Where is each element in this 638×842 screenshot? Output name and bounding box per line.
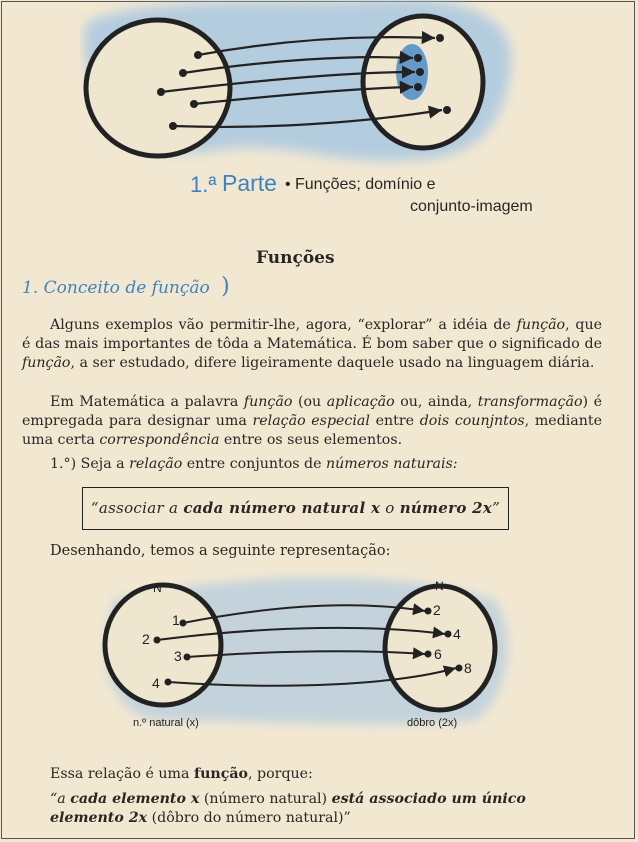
item-1-text-1: Seja a [76,456,130,472]
quote-open: “a [50,791,71,807]
conclusion-term-funcao: função [193,766,249,782]
p2-term-aplicacao: aplicação [326,394,395,410]
image-label-8: 8 [464,660,472,676]
p2-term-conjuntos: dois counjntos [419,413,525,429]
image-caption: dôbro (2x) [407,717,458,729]
p1-text-2: , que é das mais importantes de tôda a Matemática. É bom saber que o significado de [22,317,602,352]
p2-text-7: entre os seus elementos. [219,432,403,448]
domain-label-4: 4 [152,675,160,691]
section-title: Funções [256,248,335,268]
p2-text-5: entre [369,413,420,429]
paragraph-1 [22,316,602,373]
p2-term-transformacao: transformação [477,394,583,410]
quote-bold-1: cada elemento x [70,791,200,807]
domain-label-1: 1 [172,612,180,628]
image-dot-8 [456,665,463,672]
subsection-number: 1. [22,278,39,298]
item-1-number: 1.°) [50,456,77,472]
item-1 [50,456,458,472]
image-set-label: N [435,579,444,593]
drawing-intro: Desenhando, temos a seguinte representação: [50,543,391,559]
part-bullet: • [285,176,291,193]
part-word: Parte [222,170,277,196]
p2-term-correspondencia: correspondência [99,432,220,448]
conclusion-text-1: Essa relação é uma [50,766,194,782]
item-1-term-relacao: relação [129,456,183,472]
box-text-mid: o [380,499,400,517]
paragraph-2 [22,393,602,450]
p1-text-3: , a ser estudado, difere ligeiramente daquele usado na linguagem diária. [70,355,595,371]
image-dot-2 [425,608,432,615]
image-label-2: 2 [433,602,441,618]
mapping-diagram [95,570,515,740]
part-number: 1.ª [190,172,217,197]
quote-bold-2: está associado um único [331,791,526,807]
box-bold-1: cada número natural x [183,499,381,517]
quote-bold-3: elemento 2x [50,810,148,826]
p2-text-2: (ou [292,394,327,410]
quote-text-1: (número natural) [199,791,332,807]
image-dot-4 [445,631,452,638]
conclusion-line [50,766,313,782]
domain-caption: n.º natural (x) [133,717,199,729]
conclusion-text-2: , porque: [248,766,313,782]
domain-label-2: 2 [142,631,150,647]
rule-box [82,487,509,530]
p2-text-3: ou, ainda, [394,394,478,410]
part-topic-line2: conjunto-imagem [410,198,533,215]
p2-text-1: Em Matemática a palavra [50,394,244,410]
p2-term-relacao: relação especial [252,413,370,429]
quote-text-2: (dôbro do número natural)” [147,810,351,826]
paren-mark: ) [221,274,230,299]
box-text-open: “associar a [90,499,184,517]
box-bold-2: número 2x [399,499,493,517]
p2-text-6: , mediante uma certa [22,413,603,448]
part-topic-line1: Funções; domínio e [295,176,436,193]
subsection-title [22,274,230,299]
domain-set [105,585,221,705]
header-left-set [86,20,230,156]
image-label-4: 4 [453,626,461,642]
header-illustration [80,0,520,170]
conclusion-quote [50,790,570,828]
p1-term-funcao: função [516,317,566,333]
domain-set-label: N [153,581,162,595]
p1-term-funcao-2: função [22,355,71,371]
subsection-text: Conceito de função [43,278,210,298]
image-label-6: 6 [434,646,442,662]
item-1-term-naturais: números naturais: [326,456,458,472]
p2-term-funcao: função [243,394,293,410]
item-1-text-2: entre conjuntos de [182,456,327,472]
image-dot-6 [425,651,432,658]
p2-text-4: ) é empregada para designar uma [22,394,602,429]
p1-text-1: Alguns exemplos vão permitir-lhe, agora, “explorar” a idéia de [50,317,517,333]
domain-label-3: 3 [174,648,182,664]
box-text-close: ” [492,499,501,517]
